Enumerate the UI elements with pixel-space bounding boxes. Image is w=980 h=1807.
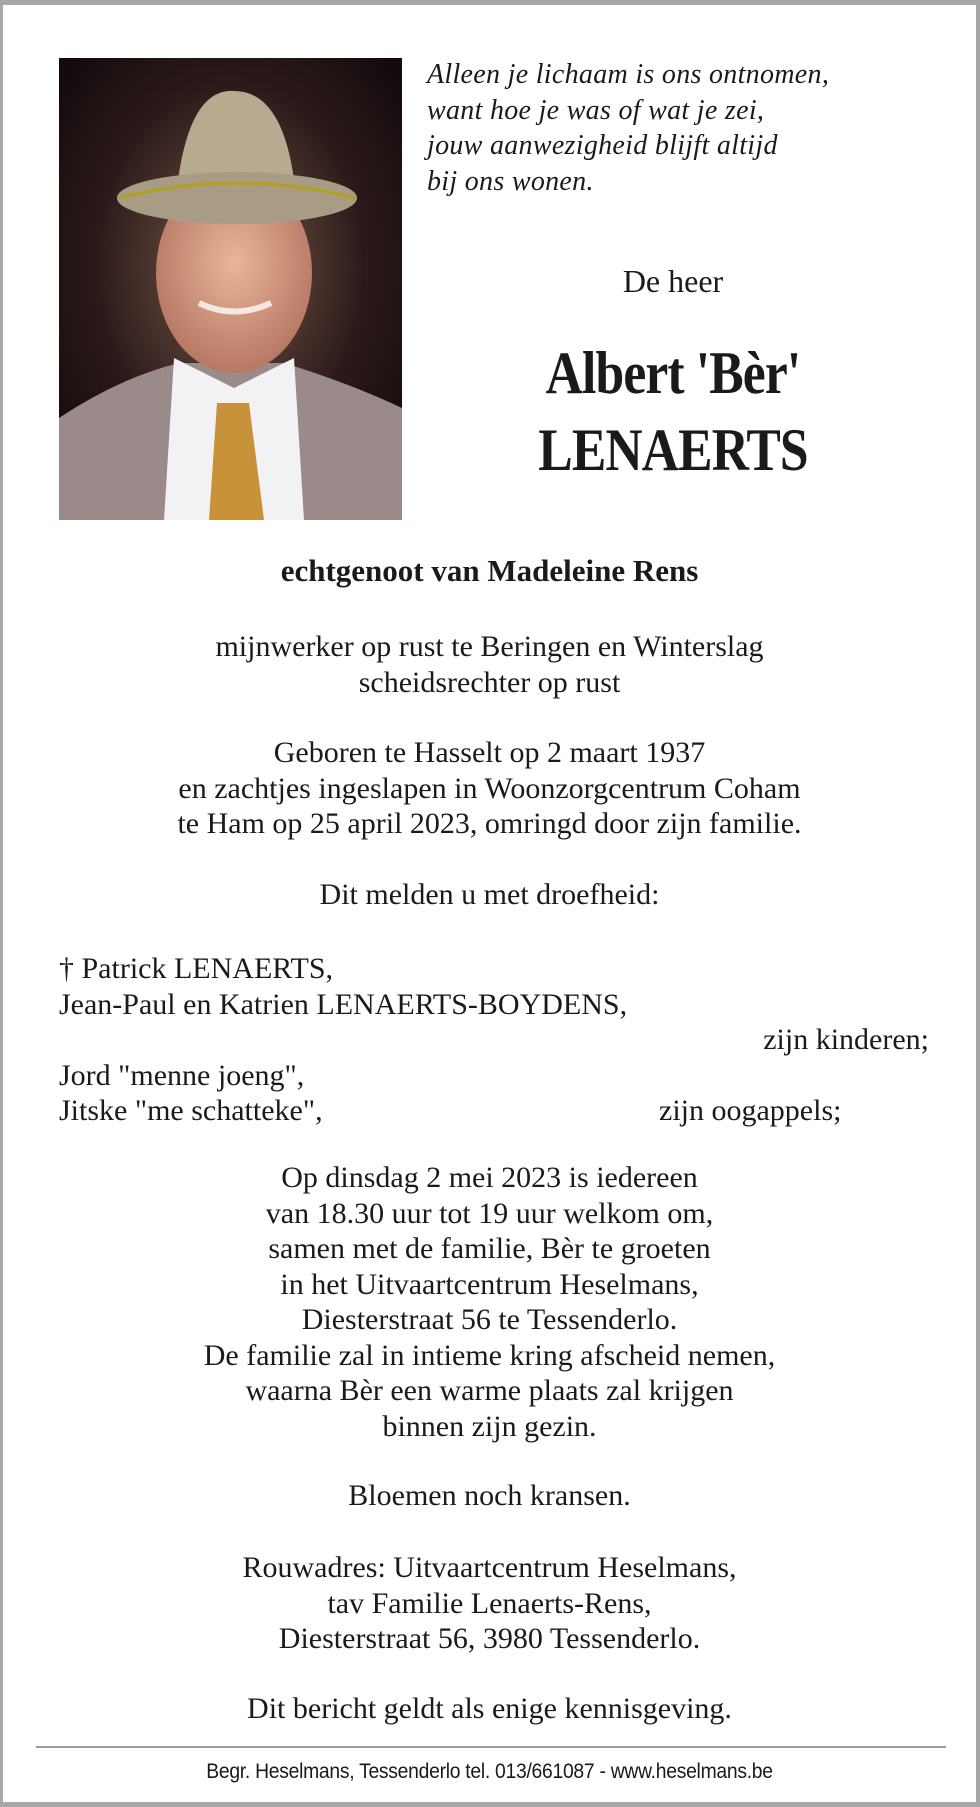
grandchildren-role: zijn oogappels; bbox=[659, 1094, 842, 1127]
salutation: De heer bbox=[622, 263, 724, 299]
child: † Patrick LENAERTS, bbox=[59, 952, 333, 985]
family-list bbox=[59, 951, 929, 1129]
announcement: Dit melden u met droefheid: bbox=[319, 878, 660, 911]
child: Jean-Paul en Katrien LENAERTS-BOYDENS, bbox=[59, 987, 628, 1021]
ceremony-line: samen met de familie, Bèr te groeten bbox=[268, 1232, 711, 1265]
ceremony bbox=[3, 1160, 976, 1444]
poem-line: jouw aanwezigheid blijft altijd bbox=[427, 130, 778, 161]
ceremony-line: van 18.30 uur tot 19 uur welkom om, bbox=[265, 1196, 714, 1230]
obituary-card bbox=[3, 5, 976, 1802]
poem-line: want hoe je was of wat je zei, bbox=[427, 94, 765, 126]
flowers-note: Bloemen noch kransen. bbox=[348, 1479, 631, 1512]
ceremony-line: De familie zal in intieme kring afscheid nemen, bbox=[203, 1338, 776, 1372]
notice: Dit bericht geldt als enige kennisgeving. bbox=[247, 1692, 732, 1725]
life-dates bbox=[3, 735, 976, 842]
divider bbox=[36, 1746, 946, 1748]
address-line: Diesterstraat 56, 3980 Tessenderlo. bbox=[278, 1622, 701, 1655]
grandchild: Jord "menne joeng", bbox=[59, 1058, 305, 1092]
last-name: LENAERTS bbox=[538, 417, 808, 483]
mourning-address bbox=[3, 1550, 976, 1657]
grandchild-row bbox=[59, 1093, 929, 1129]
address-line: tav Familie Lenaerts-Rens, bbox=[327, 1586, 652, 1620]
poem-line: Alleen je lichaam is ons ontnomen, bbox=[427, 59, 830, 90]
ceremony-line: Op dinsdag 2 mei 2023 is iedereen bbox=[281, 1161, 698, 1194]
spouse: echtgenoot van Madeleine Rens bbox=[280, 553, 699, 588]
funeral-home-footer: Begr. Heselmans, Tessenderlo tel. 013/661087 - www.heselmans.be bbox=[206, 1760, 773, 1783]
ceremony-line: Diesterstraat 56 te Tessenderlo. bbox=[301, 1303, 678, 1336]
poem bbox=[427, 57, 829, 199]
ceremony-line: in het Uitvaartcentrum Heselmans, bbox=[280, 1267, 699, 1301]
occupation bbox=[3, 629, 976, 700]
first-name: Albert 'Bèr' bbox=[545, 340, 801, 406]
occupation-line: scheidsrechter op rust bbox=[358, 665, 621, 699]
occupation-line: mijnwerker op rust te Beringen en Winterslag bbox=[215, 630, 764, 663]
life-line: en zachtjes ingeslapen in Woonzorgcentrum Coham bbox=[178, 771, 801, 805]
portrait-photo bbox=[59, 58, 402, 520]
address-line: Rouwadres: Uitvaartcentrum Heselmans, bbox=[242, 1551, 737, 1584]
poem-line: bij ons wonen. bbox=[427, 165, 594, 197]
ceremony-line: binnen zijn gezin. bbox=[382, 1409, 597, 1443]
children-role: zijn kinderen; bbox=[763, 1023, 929, 1056]
ceremony-line: waarna Bèr een warme plaats zal krijgen bbox=[245, 1374, 734, 1407]
grandchild: Jitske "me schatteke", bbox=[59, 1094, 323, 1127]
deceased-name bbox=[501, 335, 845, 489]
life-line: te Ham op 25 april 2023, omringd door zijn familie. bbox=[177, 807, 802, 840]
life-line: Geboren te Hasselt op 2 maart 1937 bbox=[273, 736, 706, 769]
